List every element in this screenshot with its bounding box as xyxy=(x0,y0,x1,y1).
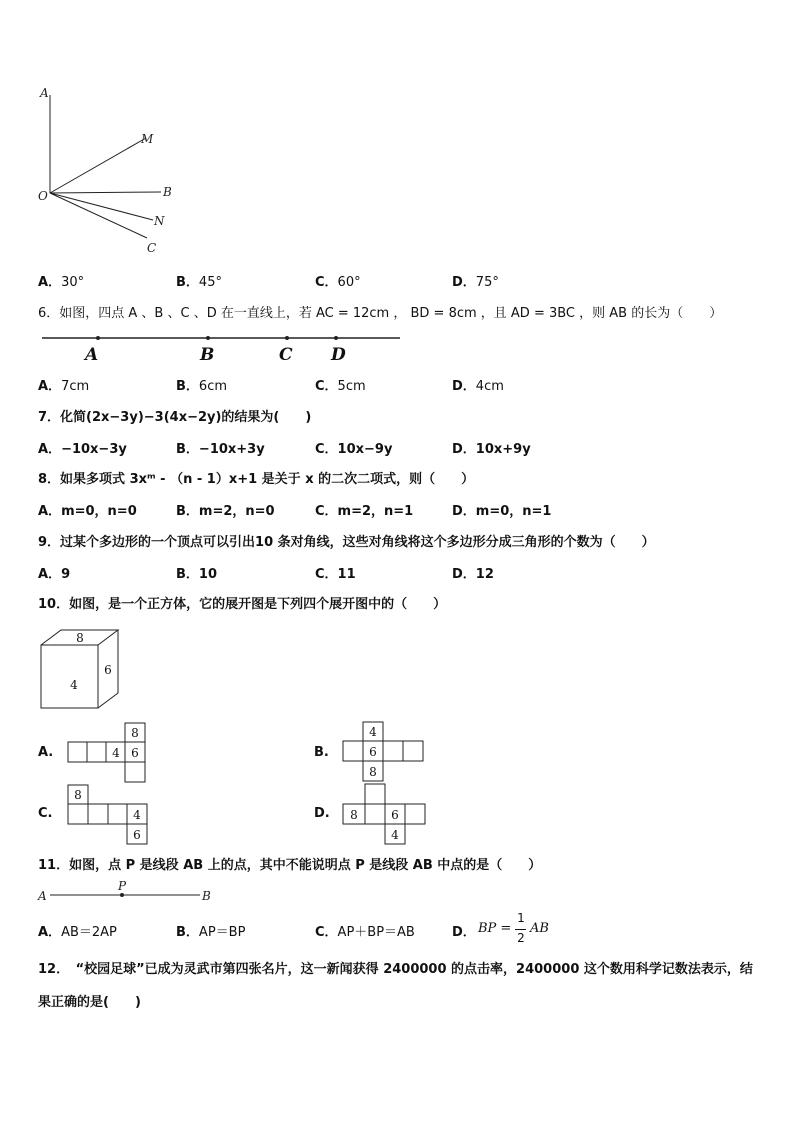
q7-option-b[interactable] xyxy=(176,438,265,457)
q8-option-a[interactable] xyxy=(38,500,137,519)
q11-option-b[interactable] xyxy=(176,921,245,940)
label-B: B xyxy=(163,185,172,199)
net-b-cell-6: 6 xyxy=(369,745,377,759)
point-B: B xyxy=(200,345,215,365)
option-text: 11 xyxy=(337,567,356,582)
option-text: 9 xyxy=(61,567,71,582)
cube-front-face: 4 xyxy=(70,678,78,692)
option-letter: D． xyxy=(452,567,476,582)
net-b-cell-8: 8 xyxy=(369,765,377,779)
option-letter: A． xyxy=(38,925,62,940)
net-a-cell-4: 4 xyxy=(112,746,120,760)
q10-option-b[interactable]: B. xyxy=(314,745,329,760)
net-d-cell-6: 6 xyxy=(391,808,399,822)
option-letter: A． xyxy=(38,379,62,394)
option-letter: C． xyxy=(315,504,338,519)
option-letter: A． xyxy=(38,504,62,519)
q11-stem: 11．如图，点 P 是线段 AB 上的点，其中不能说明点 P 是线段 AB 中点的是（ ） xyxy=(38,858,542,873)
q6-line-figure xyxy=(38,327,408,367)
q7-option-c[interactable] xyxy=(315,438,392,457)
q10-cube-figure xyxy=(36,627,136,712)
q10-option-d[interactable]: D. xyxy=(314,806,330,821)
option-letter: D． xyxy=(452,442,476,457)
q10-stem: 10．如图，是一个正方体，它的展开图是下列四个展开图中的（ ） xyxy=(38,597,447,612)
net-b-cell-4: 4 xyxy=(369,725,377,739)
option-text: AP＝BP xyxy=(198,925,246,940)
q6-stem: 6．如图，四点 A 、B 、C 、D 在一直线上，若 AC = 12cm ， BD = 8cm ，且 AD = 3BC ，则 AB 的长为（ ） xyxy=(38,306,723,321)
q9-stem: 9．过某个多边形的一个顶点可以引出10 条对角线，这些对角线将这个多边形分成三角形的个数为（ ） xyxy=(38,535,655,550)
option-text: 10x−9y xyxy=(337,442,393,457)
option-text: 10x+9y xyxy=(475,442,531,457)
option-letter: A． xyxy=(38,567,62,582)
q12-stem-line1: 12． “校园足球”已成为灵武市第四张名片，这一新闻获得 2400000 的点击率，2400000 这个数用科学记数法表示，结 xyxy=(38,962,753,977)
option-text: −10x+3y xyxy=(198,442,265,457)
option-text: 60° xyxy=(337,275,361,290)
option-text: 45° xyxy=(198,275,222,290)
option-letter: C． xyxy=(315,925,338,940)
segment-label-B: B xyxy=(202,889,211,903)
option-text: 5cm xyxy=(337,379,366,394)
q10-net-a[interactable] xyxy=(66,722,156,784)
option-text: 30° xyxy=(61,275,85,290)
q6-option-c[interactable] xyxy=(315,375,366,394)
segment-label-P: P xyxy=(118,879,127,893)
q5-option-c[interactable] xyxy=(315,271,361,290)
q7-option-a[interactable] xyxy=(38,438,127,457)
option-text: 75° xyxy=(475,275,499,290)
q7-stem: 7．化简(2x−3y)−3(4x−2y)的结果为( ) xyxy=(38,410,312,425)
label-O: O xyxy=(38,189,48,203)
option-text: BP = xyxy=(478,921,512,936)
cube-right-face: 6 xyxy=(104,663,112,677)
option-letter: B． xyxy=(176,442,199,457)
q9-option-b[interactable] xyxy=(176,563,217,582)
option-letter: A． xyxy=(38,275,62,290)
net-a-cell-8: 8 xyxy=(131,726,139,740)
q11-segment-figure xyxy=(36,878,226,908)
q9-option-c[interactable] xyxy=(315,563,356,582)
fraction-numerator: 1 xyxy=(517,911,525,925)
net-c-cell-8: 8 xyxy=(74,788,82,802)
label-A: A xyxy=(40,86,49,100)
q12-stem-line2: 果正确的是( ) xyxy=(38,995,141,1010)
option-text: 12 xyxy=(475,567,494,582)
q6-option-a[interactable] xyxy=(38,375,89,394)
option-text: 7cm xyxy=(61,379,90,394)
q10-option-a[interactable]: A. xyxy=(38,745,54,760)
q9-option-d[interactable] xyxy=(452,563,494,582)
option-letter: D． xyxy=(452,925,476,940)
option-letter: C． xyxy=(315,567,338,582)
q8-stem: 8．如果多项式 3xᵐ - （n - 1）x+1 是关于 x 的二次二项式，则（ ） xyxy=(38,472,475,487)
q10-net-b[interactable] xyxy=(341,721,431,783)
q8-option-b[interactable] xyxy=(176,500,275,519)
net-c-cell-4: 4 xyxy=(133,808,141,822)
fraction-bar xyxy=(515,929,526,930)
option-letter: C． xyxy=(315,379,338,394)
option-text: m=0，n=1 xyxy=(475,504,552,519)
option-text: AP＋BP＝AB xyxy=(337,925,415,940)
net-a-cell-6: 6 xyxy=(131,746,139,760)
option-text: m=2，n=1 xyxy=(337,504,414,519)
option-letter: B． xyxy=(176,379,199,394)
label-M: M xyxy=(141,132,154,146)
q10-option-c[interactable]: C. xyxy=(38,806,53,821)
q6-option-b[interactable] xyxy=(176,375,227,394)
point-A: A xyxy=(85,345,99,365)
q10-net-c[interactable] xyxy=(66,784,156,846)
option-letter: C． xyxy=(315,275,338,290)
q11-option-a[interactable] xyxy=(38,921,117,940)
option-letter: B． xyxy=(176,567,199,582)
label-C: C xyxy=(147,241,157,255)
q11-option-c[interactable] xyxy=(315,921,415,940)
fraction-denominator: 2 xyxy=(517,931,525,945)
q5-option-b[interactable] xyxy=(176,271,222,290)
q5-option-a[interactable] xyxy=(38,271,84,290)
option-letter: B． xyxy=(176,504,199,519)
q5-angle-figure xyxy=(30,80,190,260)
option-letter: B． xyxy=(176,275,199,290)
q6-option-d[interactable] xyxy=(452,375,504,394)
option-text: −10x−3y xyxy=(61,442,127,457)
option-text: AB＝2AP xyxy=(61,925,117,940)
option-letter: D． xyxy=(452,379,476,394)
q8-option-c[interactable] xyxy=(315,500,413,519)
q10-net-d[interactable] xyxy=(341,783,431,845)
option-letter: D． xyxy=(452,275,476,290)
option-text-tail: AB xyxy=(530,921,549,936)
net-c-cell-6: 6 xyxy=(133,828,141,842)
point-D: D xyxy=(331,345,346,365)
point-C: C xyxy=(279,345,293,365)
option-text: 10 xyxy=(198,567,218,582)
net-d-cell-8: 8 xyxy=(350,808,358,822)
q9-option-a[interactable] xyxy=(38,563,70,582)
q7-option-d[interactable] xyxy=(452,438,531,457)
option-text: 4cm xyxy=(475,379,504,394)
label-N: N xyxy=(154,214,165,228)
option-text: 6cm xyxy=(198,379,228,394)
q5-option-d[interactable] xyxy=(452,271,499,290)
q8-option-d[interactable] xyxy=(452,500,551,519)
option-text: m=2，n=0 xyxy=(198,504,275,519)
option-letter: D． xyxy=(452,504,476,519)
net-d-cell-4: 4 xyxy=(391,828,399,842)
segment-label-A: A xyxy=(38,889,47,903)
option-letter: B． xyxy=(176,925,199,940)
option-text: m=0，n=0 xyxy=(61,504,137,519)
option-letter: C． xyxy=(315,442,338,457)
option-letter: A． xyxy=(38,442,62,457)
cube-top-face: 8 xyxy=(76,631,84,645)
